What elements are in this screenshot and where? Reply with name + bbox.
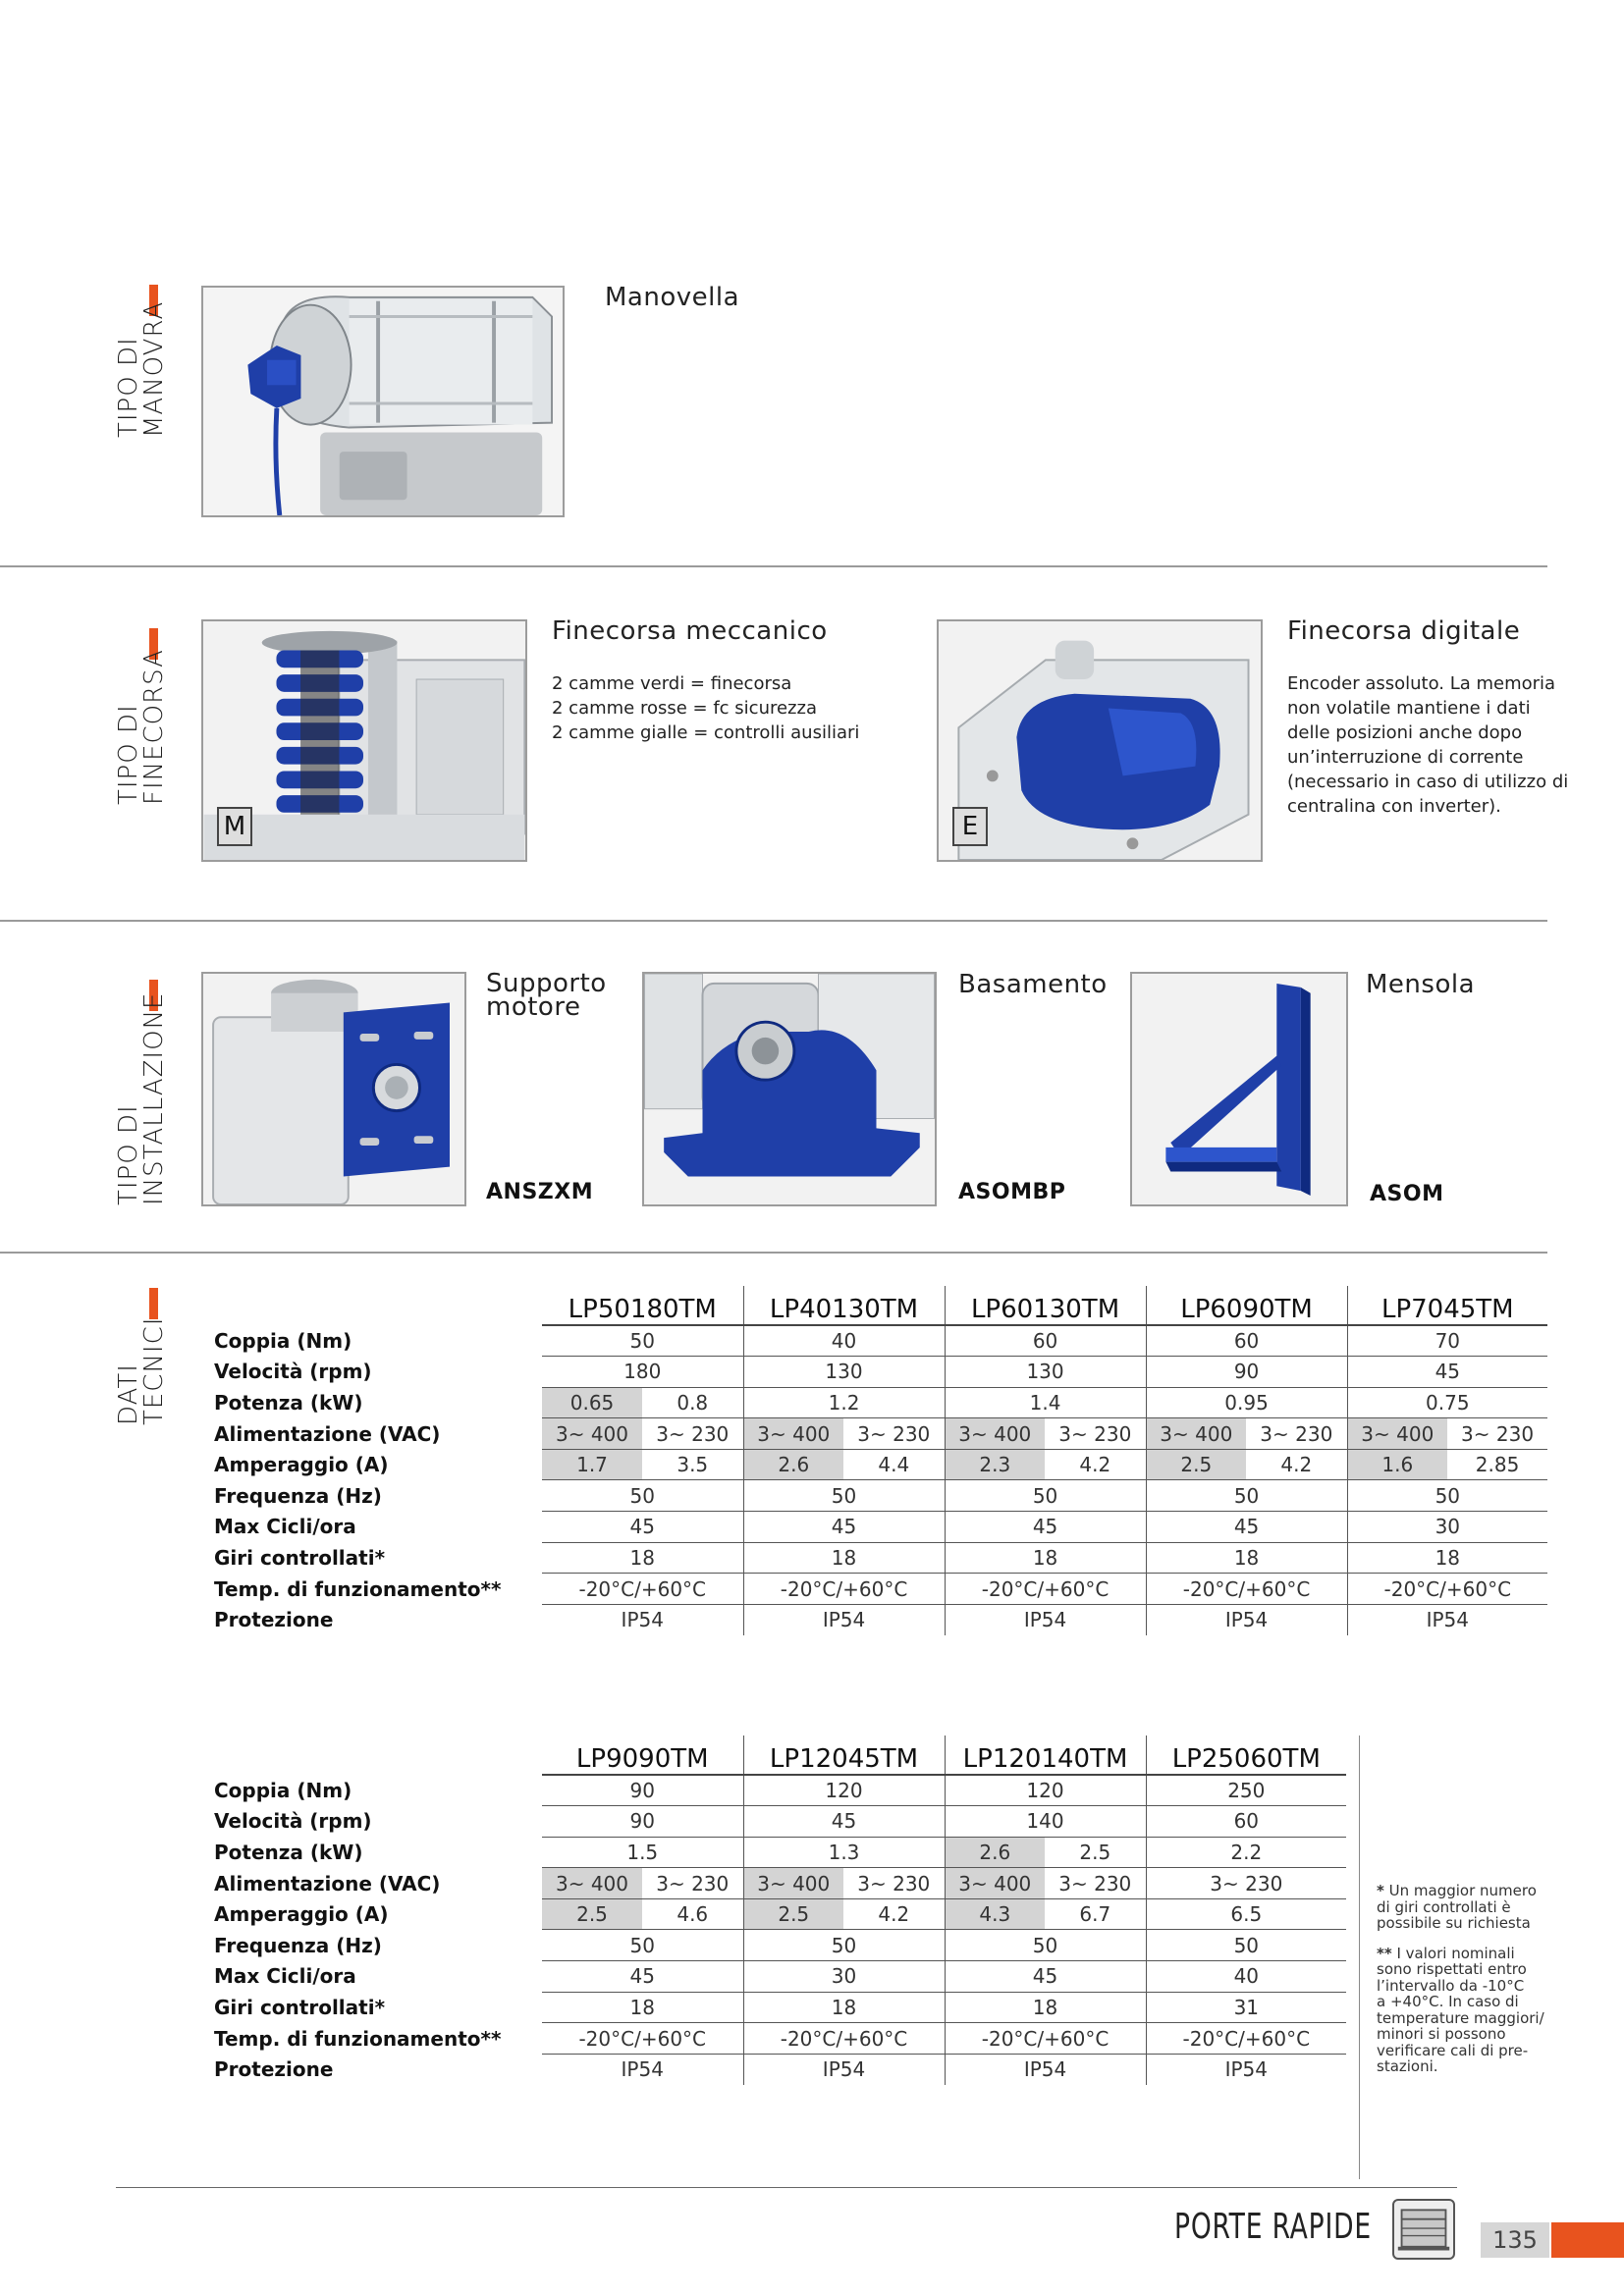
digital-limit-desc bbox=[1287, 671, 1568, 819]
badge-e: E bbox=[952, 807, 988, 846]
cell: 45 bbox=[743, 1806, 945, 1838]
model-header: LP6090TM bbox=[1146, 1286, 1347, 1325]
cell: 60 bbox=[1146, 1806, 1346, 1838]
cell: 18 bbox=[743, 1992, 945, 2023]
table-row bbox=[210, 1480, 1547, 1512]
footnote-line: a +40°C. In caso di bbox=[1377, 1993, 1519, 2010]
mechanical-limit-desc bbox=[552, 671, 859, 745]
cell: 90 bbox=[542, 1806, 743, 1838]
table-row bbox=[210, 1775, 1346, 1806]
footnote-line: possibile su richiesta bbox=[1377, 1914, 1531, 1932]
footnote-mark: ** bbox=[1377, 1944, 1392, 1962]
cell: 3~ 230 bbox=[843, 1868, 945, 1899]
footnote-mark: * bbox=[1377, 1882, 1384, 1899]
cell: 50 bbox=[1347, 1480, 1547, 1512]
cell: 4.2 bbox=[843, 1898, 945, 1930]
desc-line: delle posizioni anche dopo bbox=[1287, 722, 1523, 743]
footnote-line: I valori nominali bbox=[1396, 1944, 1515, 1962]
cell: -20°C/+60°C bbox=[1347, 1574, 1547, 1605]
cell: -20°C/+60°C bbox=[945, 1574, 1146, 1605]
cell: 4.2 bbox=[1246, 1449, 1347, 1480]
cell: 50 bbox=[542, 1325, 743, 1357]
cell: IP54 bbox=[1347, 1604, 1547, 1635]
cell: 0.65 bbox=[542, 1387, 642, 1418]
footnote-line: minori si possono bbox=[1377, 2025, 1506, 2043]
cell: 2.3 bbox=[945, 1449, 1045, 1480]
header-empty bbox=[210, 1735, 542, 1775]
model-header: LP25060TM bbox=[1146, 1735, 1346, 1775]
table-row bbox=[210, 1868, 1346, 1899]
cell: 45 bbox=[1347, 1357, 1547, 1388]
cell: 6.7 bbox=[1045, 1898, 1146, 1930]
cell: 140 bbox=[945, 1806, 1146, 1838]
cell: 1.3 bbox=[743, 1837, 945, 1868]
table-row bbox=[210, 1961, 1346, 1993]
model-header: LP40130TM bbox=[743, 1286, 945, 1325]
cell: 3~ 230 bbox=[1246, 1418, 1347, 1450]
table-row bbox=[210, 1992, 1346, 2023]
row-label: Amperaggio (A) bbox=[214, 1902, 389, 1927]
model-header: LP50180TM bbox=[542, 1286, 743, 1325]
cell: 1.4 bbox=[945, 1387, 1146, 1418]
vertical-rule bbox=[1359, 1735, 1360, 2179]
row-label: Potenza (kW) bbox=[214, 1390, 363, 1415]
cell: 3~ 400 bbox=[743, 1418, 843, 1450]
section-divider bbox=[0, 1252, 1547, 1254]
cell: 50 bbox=[1146, 1930, 1346, 1961]
row-label: Velocità (rpm) bbox=[214, 1360, 372, 1384]
cell: 3~ 230 bbox=[1045, 1418, 1146, 1450]
cell: 3~ 230 bbox=[1447, 1418, 1547, 1450]
cell: 3~ 400 bbox=[1347, 1418, 1447, 1450]
table-row bbox=[210, 1806, 1346, 1838]
cell: 50 bbox=[945, 1930, 1146, 1961]
row-label: Protezione bbox=[214, 1608, 334, 1632]
motor-support-photo bbox=[201, 972, 466, 1206]
cell: 45 bbox=[542, 1512, 743, 1543]
section-label-text: DATI TECNICI bbox=[114, 1316, 169, 1425]
cell: 3~ 400 bbox=[945, 1418, 1045, 1450]
table-row bbox=[210, 1930, 1346, 1961]
desc-line: 2 camme rosse = fc sicurezza bbox=[552, 698, 817, 719]
cell: 3~ 230 bbox=[642, 1418, 743, 1450]
header-empty bbox=[210, 1286, 542, 1325]
cell: 30 bbox=[1347, 1512, 1547, 1543]
row-label: Amperaggio (A) bbox=[214, 1453, 389, 1477]
footnote-line: stazioni. bbox=[1377, 2057, 1438, 2075]
row-label: Alimentazione (VAC) bbox=[214, 1871, 441, 1896]
cell: 4.2 bbox=[1045, 1449, 1146, 1480]
row-label: Temp. di funzionamento** bbox=[214, 2026, 502, 2051]
mechanical-limit-title: Finecorsa meccanico bbox=[552, 616, 828, 646]
cell: IP54 bbox=[621, 2057, 664, 2082]
cell: 2.5 bbox=[542, 1898, 642, 1930]
cell: 1.2 bbox=[743, 1387, 945, 1418]
cell: 3~ 230 bbox=[843, 1418, 945, 1450]
row-label: Alimentazione (VAC) bbox=[214, 1421, 441, 1446]
cell: 18 bbox=[542, 1992, 743, 2023]
section-label-text: TIPO DI FINECORSA bbox=[114, 649, 169, 805]
model-header: LP120140TM bbox=[945, 1735, 1146, 1775]
desc-line: 2 camme verdi = finecorsa bbox=[552, 673, 792, 694]
cell: 45 bbox=[542, 1961, 743, 1993]
cell: 3~ 400 bbox=[542, 1418, 642, 1450]
cell: 40 bbox=[1146, 1961, 1346, 1993]
cell: 2.6 bbox=[743, 1449, 843, 1480]
table-row bbox=[210, 1542, 1547, 1574]
cell: 30 bbox=[743, 1961, 945, 1993]
row-label: Giri controllati* bbox=[214, 1545, 386, 1570]
crank-photo bbox=[201, 286, 565, 517]
desc-line: (necessario in caso di utilizzo di bbox=[1287, 772, 1569, 792]
footer-divider bbox=[116, 2187, 1457, 2188]
table-row bbox=[210, 1512, 1547, 1543]
cell: -20°C/+60°C bbox=[542, 2023, 743, 2055]
cell: 0.95 bbox=[1146, 1387, 1347, 1418]
row-label: Frequenza (Hz) bbox=[214, 1933, 382, 1957]
cell: -20°C/+60°C bbox=[945, 2023, 1146, 2055]
cell: IP54 bbox=[945, 1604, 1146, 1635]
cell: 6.5 bbox=[1146, 1898, 1346, 1930]
desc-line: centralina con inverter). bbox=[1287, 796, 1501, 817]
cell: 50 bbox=[542, 1480, 743, 1512]
footnote-line: l’intervallo da -10°C bbox=[1377, 1976, 1525, 1995]
cell: 18 bbox=[945, 1992, 1146, 2023]
footnote-line: di giri controllati è bbox=[1377, 1897, 1511, 1916]
model-header: LP9090TM bbox=[542, 1735, 743, 1775]
cell: 31 bbox=[1146, 1992, 1346, 2023]
cell: IP54 bbox=[945, 2054, 1146, 2085]
cell: 2.85 bbox=[1447, 1449, 1547, 1480]
cell: 18 bbox=[945, 1542, 1146, 1574]
cell: IP54 bbox=[743, 1604, 945, 1635]
cell: 4.4 bbox=[843, 1449, 945, 1480]
section-divider bbox=[0, 565, 1547, 567]
rapid-door-icon bbox=[1392, 2199, 1455, 2260]
desc-line: un’interruzione di corrente bbox=[1287, 747, 1524, 768]
cell: 40 bbox=[743, 1325, 945, 1357]
cell: 4.6 bbox=[642, 1898, 743, 1930]
table-row bbox=[210, 1574, 1547, 1605]
row-label: Giri controllati* bbox=[214, 1995, 386, 2019]
cell: 45 bbox=[1146, 1512, 1347, 1543]
cell: 3~ 400 bbox=[1146, 1418, 1246, 1450]
cell: 90 bbox=[1146, 1357, 1347, 1388]
cell: 1.7 bbox=[542, 1449, 642, 1480]
cell: 130 bbox=[743, 1357, 945, 1388]
row-label: Temp. di funzionamento** bbox=[214, 1576, 502, 1601]
title-line: Supporto bbox=[486, 969, 607, 998]
footnote-line: verificare cali di pre- bbox=[1377, 2041, 1529, 2059]
cell: IP54 bbox=[743, 2054, 945, 2085]
header-row bbox=[210, 1286, 1547, 1325]
digital-limit-photo bbox=[937, 619, 1263, 862]
cell: 2.5 bbox=[1146, 1449, 1246, 1480]
cell: -20°C/+60°C bbox=[743, 1574, 945, 1605]
base-title: Basamento bbox=[958, 970, 1108, 999]
row-label: Coppia (Nm) bbox=[214, 1328, 352, 1353]
page-tab bbox=[1551, 2222, 1624, 2258]
footnote-line: sono rispettati entro bbox=[1377, 1960, 1527, 1978]
cell: 0.75 bbox=[1347, 1387, 1547, 1418]
cell: 2.2 bbox=[1146, 1837, 1346, 1868]
footnote-line: temperature maggiori/ bbox=[1377, 2008, 1544, 2027]
cell: 90 bbox=[542, 1775, 743, 1806]
desc-line: non volatile mantiene i dati bbox=[1287, 698, 1531, 719]
cell: 0.8 bbox=[642, 1387, 743, 1418]
cell: -20°C/+60°C bbox=[1146, 2023, 1346, 2055]
spec-table-1 bbox=[210, 1286, 1547, 1635]
row-label: Velocità (rpm) bbox=[214, 1809, 372, 1834]
cell: 3~ 400 bbox=[743, 1868, 843, 1899]
cell: 50 bbox=[743, 1930, 945, 1961]
table-row bbox=[210, 1837, 1346, 1868]
cell: 4.3 bbox=[945, 1898, 1045, 1930]
cell: 45 bbox=[945, 1961, 1146, 1993]
crank-title: Manovella bbox=[605, 283, 740, 312]
cell: 3.5 bbox=[642, 1449, 743, 1480]
cell: 2.6 bbox=[945, 1837, 1045, 1868]
cell: 250 bbox=[1146, 1775, 1346, 1806]
base-image bbox=[644, 974, 935, 1204]
row-label: Max Cicli/ora bbox=[214, 1515, 356, 1539]
cell: 120 bbox=[743, 1775, 945, 1806]
desc-line: 2 camme gialle = controlli ausiliari bbox=[552, 722, 860, 743]
cell: 50 bbox=[945, 1480, 1146, 1512]
title-line: motore bbox=[486, 992, 581, 1022]
model-header: LP60130TM bbox=[945, 1286, 1146, 1325]
cell: 3~ 230 bbox=[642, 1868, 743, 1899]
cell: 70 bbox=[1347, 1325, 1547, 1357]
cell: 18 bbox=[743, 1542, 945, 1574]
table-row bbox=[210, 1898, 1346, 1930]
cell: 60 bbox=[1146, 1325, 1347, 1357]
table-row bbox=[210, 1604, 1547, 1635]
footnote-2 bbox=[1377, 1946, 1553, 2075]
cell: 120 bbox=[945, 1775, 1146, 1806]
motor-support-code: ANSZXM bbox=[486, 1180, 594, 1204]
mechanical-limit-photo bbox=[201, 619, 527, 862]
bracket-photo bbox=[1130, 972, 1348, 1206]
cell: 1.6 bbox=[1347, 1449, 1447, 1480]
row-label: Potenza (kW) bbox=[214, 1840, 363, 1864]
base-photo bbox=[642, 972, 937, 1206]
cell: 180 bbox=[542, 1357, 743, 1388]
cell: IP54 bbox=[621, 1608, 664, 1632]
cell: 60 bbox=[945, 1325, 1146, 1357]
cell: IP54 bbox=[1146, 1604, 1347, 1635]
cell: 45 bbox=[945, 1512, 1146, 1543]
cell: 3~ 400 bbox=[945, 1868, 1045, 1899]
model-header: LP7045TM bbox=[1347, 1286, 1547, 1325]
cell: 3~ 230 bbox=[1146, 1868, 1346, 1899]
table-row bbox=[210, 1449, 1547, 1480]
cell: -20°C/+60°C bbox=[743, 2023, 945, 2055]
section-label-text: TIPO DI MANOVRA bbox=[114, 300, 169, 438]
cell: 50 bbox=[1146, 1480, 1347, 1512]
footer-brand: PORTE RAPIDE bbox=[1174, 2207, 1372, 2247]
footnotes bbox=[1377, 1883, 1553, 2089]
spec-table-2 bbox=[210, 1735, 1346, 2085]
cell: 45 bbox=[743, 1512, 945, 1543]
cell: -20°C/+60°C bbox=[542, 1574, 743, 1605]
table-row bbox=[210, 1325, 1547, 1357]
cell: 2.5 bbox=[743, 1898, 843, 1930]
row-label: Max Cicli/ora bbox=[214, 1964, 356, 1989]
cell: 1.5 bbox=[542, 1837, 743, 1868]
section-divider bbox=[0, 920, 1547, 922]
cell: 18 bbox=[1347, 1542, 1547, 1574]
cell: 3~ 230 bbox=[1045, 1868, 1146, 1899]
cell: IP54 bbox=[1146, 2054, 1346, 2085]
bracket-title: Mensola bbox=[1366, 970, 1476, 999]
footnote-line: Un maggior numero bbox=[1388, 1882, 1537, 1899]
bracket-code: ASOM bbox=[1370, 1182, 1444, 1206]
bracket-image bbox=[1132, 974, 1346, 1204]
header-row bbox=[210, 1735, 1346, 1775]
model-header: LP12045TM bbox=[743, 1735, 945, 1775]
crank-motor-image bbox=[203, 288, 563, 515]
cell: 18 bbox=[1146, 1542, 1347, 1574]
cell: 130 bbox=[945, 1357, 1146, 1388]
motor-support-title bbox=[486, 969, 607, 1022]
footnote-1 bbox=[1377, 1883, 1553, 1932]
section-label-text: TIPO DI INSTALLAZIONE bbox=[114, 991, 169, 1205]
page-number: 135 bbox=[1481, 2222, 1549, 2258]
base-code: ASOMBP bbox=[958, 1180, 1066, 1204]
desc-line: Encoder assoluto. La memoria bbox=[1287, 673, 1556, 694]
motor-support-image bbox=[203, 974, 464, 1204]
cell: -20°C/+60°C bbox=[1146, 1574, 1347, 1605]
table-row bbox=[210, 1387, 1547, 1418]
badge-m: M bbox=[217, 807, 252, 846]
digital-limit-title: Finecorsa digitale bbox=[1287, 616, 1521, 646]
cell: 3~ 400 bbox=[542, 1868, 642, 1899]
row-label: Protezione bbox=[214, 2057, 334, 2082]
cell: 50 bbox=[743, 1480, 945, 1512]
cell: 50 bbox=[542, 1930, 743, 1961]
row-label: Coppia (Nm) bbox=[214, 1778, 352, 1802]
cell: 18 bbox=[542, 1542, 743, 1574]
table-row bbox=[210, 2054, 1346, 2085]
row-label: Frequenza (Hz) bbox=[214, 1483, 382, 1508]
table-row bbox=[210, 1418, 1547, 1450]
table-row bbox=[210, 1357, 1547, 1388]
cell: 2.5 bbox=[1045, 1837, 1146, 1868]
table-row bbox=[210, 2023, 1346, 2055]
